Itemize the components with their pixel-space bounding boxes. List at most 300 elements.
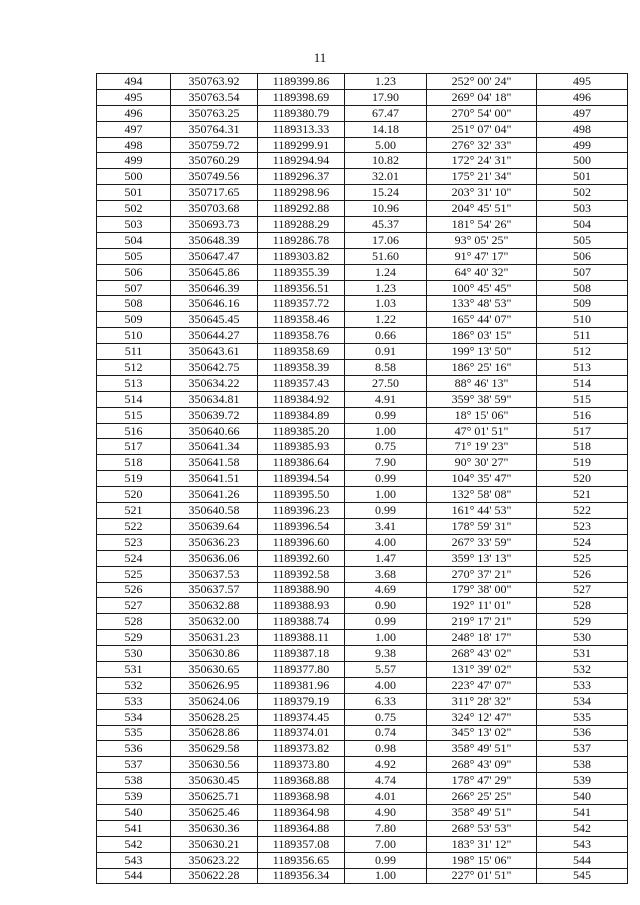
bearing-cell: 172° 24' 31" — [427, 153, 537, 169]
distance-cell: 1.00 — [345, 423, 427, 439]
distance-cell: 7.80 — [345, 820, 427, 836]
point-number-cell: 509 — [97, 312, 171, 328]
distance-cell: 4.74 — [345, 773, 427, 789]
point-number-cell: 494 — [97, 74, 171, 90]
point-number-cell: 522 — [97, 518, 171, 534]
next-point-cell: 522 — [537, 503, 628, 519]
table-row — [97, 248, 628, 264]
distance-cell: 4.69 — [345, 582, 427, 598]
point-number-cell: 529 — [97, 630, 171, 646]
point-number-cell: 508 — [97, 296, 171, 312]
distance-cell: 10.82 — [345, 153, 427, 169]
distance-cell: 7.90 — [345, 455, 427, 471]
table-row — [97, 375, 628, 391]
table-row — [97, 153, 628, 169]
table-row — [97, 804, 628, 820]
next-point-cell: 511 — [537, 328, 628, 344]
y-coordinate-cell: 1189384.92 — [258, 391, 345, 407]
bearing-cell: 100° 45' 45" — [427, 280, 537, 296]
bearing-cell: 252° 00' 24" — [427, 74, 537, 90]
y-coordinate-cell: 1189364.98 — [258, 804, 345, 820]
table-row — [97, 471, 628, 487]
distance-cell: 10.96 — [345, 201, 427, 217]
table-row — [97, 423, 628, 439]
bearing-cell: 183° 31' 12" — [427, 836, 537, 852]
next-point-cell: 509 — [537, 296, 628, 312]
table-row — [97, 344, 628, 360]
next-point-cell: 514 — [537, 375, 628, 391]
x-coordinate-cell: 350759.72 — [171, 137, 258, 153]
next-point-cell: 533 — [537, 677, 628, 693]
table-row — [97, 74, 628, 90]
x-coordinate-cell: 350648.39 — [171, 232, 258, 248]
x-coordinate-cell: 350763.54 — [171, 89, 258, 105]
bearing-cell: 90° 30' 27" — [427, 455, 537, 471]
table-row — [97, 661, 628, 677]
distance-cell: 1.47 — [345, 550, 427, 566]
y-coordinate-cell: 1189386.64 — [258, 455, 345, 471]
y-coordinate-cell: 1189364.88 — [258, 820, 345, 836]
y-coordinate-cell: 1189395.50 — [258, 487, 345, 503]
y-coordinate-cell: 1189357.43 — [258, 375, 345, 391]
table-row — [97, 264, 628, 280]
distance-cell: 0.99 — [345, 471, 427, 487]
bearing-cell: 131° 39' 02" — [427, 661, 537, 677]
table-row — [97, 566, 628, 582]
y-coordinate-cell: 1189398.69 — [258, 89, 345, 105]
y-coordinate-cell: 1189313.33 — [258, 121, 345, 137]
y-coordinate-cell: 1189373.82 — [258, 741, 345, 757]
y-coordinate-cell: 1189299.91 — [258, 137, 345, 153]
distance-cell: 9.38 — [345, 646, 427, 662]
x-coordinate-cell: 350636.06 — [171, 550, 258, 566]
table-row — [97, 360, 628, 376]
next-point-cell: 502 — [537, 185, 628, 201]
y-coordinate-cell: 1189377.80 — [258, 661, 345, 677]
next-point-cell: 530 — [537, 630, 628, 646]
x-coordinate-cell: 350637.57 — [171, 582, 258, 598]
table-row — [97, 789, 628, 805]
table-row — [97, 518, 628, 534]
distance-cell: 4.00 — [345, 677, 427, 693]
x-coordinate-cell: 350622.28 — [171, 868, 258, 884]
bearing-cell: 198° 15' 06" — [427, 852, 537, 868]
y-coordinate-cell: 1189355.39 — [258, 264, 345, 280]
next-point-cell: 515 — [537, 391, 628, 407]
table-row — [97, 773, 628, 789]
y-coordinate-cell: 1189296.37 — [258, 169, 345, 185]
table-row — [97, 89, 628, 105]
point-number-cell: 533 — [97, 693, 171, 709]
point-number-cell: 536 — [97, 741, 171, 757]
distance-cell: 0.75 — [345, 709, 427, 725]
x-coordinate-cell: 350645.45 — [171, 312, 258, 328]
bearing-cell: 178° 47' 29" — [427, 773, 537, 789]
y-coordinate-cell: 1189356.51 — [258, 280, 345, 296]
y-coordinate-cell: 1189294.94 — [258, 153, 345, 169]
y-coordinate-cell: 1189368.88 — [258, 773, 345, 789]
distance-cell: 0.74 — [345, 725, 427, 741]
y-coordinate-cell: 1189384.89 — [258, 407, 345, 423]
next-point-cell: 516 — [537, 407, 628, 423]
next-point-cell: 535 — [537, 709, 628, 725]
next-point-cell: 529 — [537, 614, 628, 630]
point-number-cell: 503 — [97, 217, 171, 233]
point-number-cell: 542 — [97, 836, 171, 852]
y-coordinate-cell: 1189358.69 — [258, 344, 345, 360]
point-number-cell: 515 — [97, 407, 171, 423]
distance-cell: 0.91 — [345, 344, 427, 360]
x-coordinate-cell: 350764.31 — [171, 121, 258, 137]
next-point-cell: 504 — [537, 217, 628, 233]
y-coordinate-cell: 1189303.82 — [258, 248, 345, 264]
distance-cell: 1.00 — [345, 868, 427, 884]
distance-cell: 0.66 — [345, 328, 427, 344]
distance-cell: 15.24 — [345, 185, 427, 201]
point-number-cell: 526 — [97, 582, 171, 598]
distance-cell: 14.18 — [345, 121, 427, 137]
table-row — [97, 296, 628, 312]
next-point-cell: 519 — [537, 455, 628, 471]
bearing-cell: 88° 46' 13" — [427, 375, 537, 391]
x-coordinate-cell: 350637.53 — [171, 566, 258, 582]
distance-cell: 0.98 — [345, 741, 427, 757]
bearing-cell: 93° 05' 25" — [427, 232, 537, 248]
y-coordinate-cell: 1189356.65 — [258, 852, 345, 868]
x-coordinate-cell: 350749.56 — [171, 169, 258, 185]
point-number-cell: 500 — [97, 169, 171, 185]
x-coordinate-cell: 350630.21 — [171, 836, 258, 852]
next-point-cell: 543 — [537, 836, 628, 852]
bearing-cell: 47° 01' 51" — [427, 423, 537, 439]
point-number-cell: 534 — [97, 709, 171, 725]
table-row — [97, 185, 628, 201]
point-number-cell: 511 — [97, 344, 171, 360]
next-point-cell: 521 — [537, 487, 628, 503]
x-coordinate-cell: 350639.72 — [171, 407, 258, 423]
x-coordinate-cell: 350634.22 — [171, 375, 258, 391]
bearing-cell: 91° 47' 17" — [427, 248, 537, 264]
next-point-cell: 495 — [537, 74, 628, 90]
bearing-cell: 248° 18' 17" — [427, 630, 537, 646]
bearing-cell: 178° 59' 31" — [427, 518, 537, 534]
bearing-cell: 358° 49' 51" — [427, 804, 537, 820]
x-coordinate-cell: 350643.61 — [171, 344, 258, 360]
distance-cell: 45.37 — [345, 217, 427, 233]
y-coordinate-cell: 1189396.54 — [258, 518, 345, 534]
bearing-cell: 270° 37' 21" — [427, 566, 537, 582]
bearing-cell: 268° 53' 53" — [427, 820, 537, 836]
point-number-cell: 497 — [97, 121, 171, 137]
distance-cell: 8.58 — [345, 360, 427, 376]
table-row — [97, 868, 628, 884]
bearing-cell: 199° 13' 50" — [427, 344, 537, 360]
coordinate-table — [96, 73, 628, 884]
bearing-cell: 268° 43' 02" — [427, 646, 537, 662]
point-number-cell: 517 — [97, 439, 171, 455]
x-coordinate-cell: 350639.64 — [171, 518, 258, 534]
bearing-cell: 227° 01' 51" — [427, 868, 537, 884]
bearing-cell: 267° 33' 59" — [427, 534, 537, 550]
y-coordinate-cell: 1189368.98 — [258, 789, 345, 805]
next-point-cell: 540 — [537, 789, 628, 805]
y-coordinate-cell: 1189358.39 — [258, 360, 345, 376]
table-row — [97, 677, 628, 693]
x-coordinate-cell: 350630.86 — [171, 646, 258, 662]
x-coordinate-cell: 350629.58 — [171, 741, 258, 757]
point-number-cell: 537 — [97, 757, 171, 773]
distance-cell: 4.01 — [345, 789, 427, 805]
point-number-cell: 539 — [97, 789, 171, 805]
y-coordinate-cell: 1189388.11 — [258, 630, 345, 646]
next-point-cell: 508 — [537, 280, 628, 296]
distance-cell: 3.68 — [345, 566, 427, 582]
next-point-cell: 538 — [537, 757, 628, 773]
distance-cell: 17.06 — [345, 232, 427, 248]
y-coordinate-cell: 1189379.19 — [258, 693, 345, 709]
bearing-cell: 165° 44' 07" — [427, 312, 537, 328]
table-row — [97, 455, 628, 471]
next-point-cell: 526 — [537, 566, 628, 582]
y-coordinate-cell: 1189396.60 — [258, 534, 345, 550]
y-coordinate-cell: 1189358.46 — [258, 312, 345, 328]
point-number-cell: 524 — [97, 550, 171, 566]
table-row — [97, 503, 628, 519]
next-point-cell: 531 — [537, 646, 628, 662]
point-number-cell: 523 — [97, 534, 171, 550]
x-coordinate-cell: 350624.06 — [171, 693, 258, 709]
point-number-cell: 530 — [97, 646, 171, 662]
table-row — [97, 646, 628, 662]
bearing-cell: 324° 12' 47" — [427, 709, 537, 725]
y-coordinate-cell: 1189374.01 — [258, 725, 345, 741]
y-coordinate-cell: 1189286.78 — [258, 232, 345, 248]
x-coordinate-cell: 350632.88 — [171, 598, 258, 614]
y-coordinate-cell: 1189388.74 — [258, 614, 345, 630]
x-coordinate-cell: 350763.92 — [171, 74, 258, 90]
next-point-cell: 505 — [537, 232, 628, 248]
y-coordinate-cell: 1189381.96 — [258, 677, 345, 693]
y-coordinate-cell: 1189392.58 — [258, 566, 345, 582]
point-number-cell: 506 — [97, 264, 171, 280]
x-coordinate-cell: 350646.39 — [171, 280, 258, 296]
y-coordinate-cell: 1189288.29 — [258, 217, 345, 233]
table-row — [97, 439, 628, 455]
y-coordinate-cell: 1189394.54 — [258, 471, 345, 487]
bearing-cell: 186° 25' 16" — [427, 360, 537, 376]
y-coordinate-cell: 1189388.90 — [258, 582, 345, 598]
bearing-cell: 203° 31' 10" — [427, 185, 537, 201]
y-coordinate-cell: 1189392.60 — [258, 550, 345, 566]
x-coordinate-cell: 350634.81 — [171, 391, 258, 407]
y-coordinate-cell: 1189380.79 — [258, 105, 345, 121]
table-row — [97, 836, 628, 852]
table-row — [97, 534, 628, 550]
bearing-cell: 359° 38' 59" — [427, 391, 537, 407]
table-row — [97, 121, 628, 137]
x-coordinate-cell: 350630.56 — [171, 757, 258, 773]
table-row — [97, 201, 628, 217]
distance-cell: 1.00 — [345, 487, 427, 503]
distance-cell: 0.99 — [345, 614, 427, 630]
y-coordinate-cell: 1189356.34 — [258, 868, 345, 884]
y-coordinate-cell: 1189385.93 — [258, 439, 345, 455]
next-point-cell: 525 — [537, 550, 628, 566]
x-coordinate-cell: 350763.25 — [171, 105, 258, 121]
point-number-cell: 513 — [97, 375, 171, 391]
table-row — [97, 232, 628, 248]
table-row — [97, 105, 628, 121]
next-point-cell: 510 — [537, 312, 628, 328]
y-coordinate-cell: 1189357.72 — [258, 296, 345, 312]
table-row — [97, 312, 628, 328]
distance-cell: 32.01 — [345, 169, 427, 185]
x-coordinate-cell: 350632.00 — [171, 614, 258, 630]
bearing-cell: 186° 03' 15" — [427, 328, 537, 344]
table-row — [97, 852, 628, 868]
distance-cell: 4.00 — [345, 534, 427, 550]
distance-cell: 0.90 — [345, 598, 427, 614]
point-number-cell: 540 — [97, 804, 171, 820]
table-row — [97, 137, 628, 153]
table-row — [97, 550, 628, 566]
table-row — [97, 725, 628, 741]
point-number-cell: 501 — [97, 185, 171, 201]
next-point-cell: 496 — [537, 89, 628, 105]
point-number-cell: 495 — [97, 89, 171, 105]
distance-cell: 1.00 — [345, 630, 427, 646]
x-coordinate-cell: 350626.95 — [171, 677, 258, 693]
x-coordinate-cell: 350760.29 — [171, 153, 258, 169]
next-point-cell: 541 — [537, 804, 628, 820]
table-row — [97, 693, 628, 709]
point-number-cell: 525 — [97, 566, 171, 582]
table-row — [97, 407, 628, 423]
x-coordinate-cell: 350625.46 — [171, 804, 258, 820]
x-coordinate-cell: 350628.86 — [171, 725, 258, 741]
bearing-cell: 358° 49' 51" — [427, 741, 537, 757]
bearing-cell: 269° 04' 18" — [427, 89, 537, 105]
next-point-cell: 497 — [537, 105, 628, 121]
x-coordinate-cell: 350630.65 — [171, 661, 258, 677]
next-point-cell: 503 — [537, 201, 628, 217]
distance-cell: 6.33 — [345, 693, 427, 709]
point-number-cell: 504 — [97, 232, 171, 248]
x-coordinate-cell: 350641.34 — [171, 439, 258, 455]
x-coordinate-cell: 350641.58 — [171, 455, 258, 471]
next-point-cell: 534 — [537, 693, 628, 709]
next-point-cell: 498 — [537, 121, 628, 137]
bearing-cell: 268° 43' 09" — [427, 757, 537, 773]
table-row — [97, 820, 628, 836]
coordinate-table-body — [97, 74, 628, 884]
x-coordinate-cell: 350645.86 — [171, 264, 258, 280]
x-coordinate-cell: 350642.75 — [171, 360, 258, 376]
next-point-cell: 544 — [537, 852, 628, 868]
point-number-cell: 499 — [97, 153, 171, 169]
x-coordinate-cell: 350640.66 — [171, 423, 258, 439]
next-point-cell: 537 — [537, 741, 628, 757]
y-coordinate-cell: 1189373.80 — [258, 757, 345, 773]
next-point-cell: 506 — [537, 248, 628, 264]
next-point-cell: 500 — [537, 153, 628, 169]
y-coordinate-cell: 1189357.08 — [258, 836, 345, 852]
x-coordinate-cell: 350641.51 — [171, 471, 258, 487]
bearing-cell: 132° 58' 08" — [427, 487, 537, 503]
bearing-cell: 204° 45' 51" — [427, 201, 537, 217]
point-number-cell: 543 — [97, 852, 171, 868]
point-number-cell: 507 — [97, 280, 171, 296]
next-point-cell: 523 — [537, 518, 628, 534]
y-coordinate-cell: 1189385.20 — [258, 423, 345, 439]
table-row — [97, 280, 628, 296]
point-number-cell: 527 — [97, 598, 171, 614]
distance-cell: 1.03 — [345, 296, 427, 312]
table-row — [97, 217, 628, 233]
point-number-cell: 541 — [97, 820, 171, 836]
bearing-cell: 175° 21' 34" — [427, 169, 537, 185]
point-number-cell: 514 — [97, 391, 171, 407]
x-coordinate-cell: 350717.65 — [171, 185, 258, 201]
point-number-cell: 505 — [97, 248, 171, 264]
point-number-cell: 532 — [97, 677, 171, 693]
distance-cell: 4.92 — [345, 757, 427, 773]
distance-cell: 0.75 — [345, 439, 427, 455]
next-point-cell: 545 — [537, 868, 628, 884]
bearing-cell: 359° 13' 13" — [427, 550, 537, 566]
next-point-cell: 542 — [537, 820, 628, 836]
y-coordinate-cell: 1189387.18 — [258, 646, 345, 662]
x-coordinate-cell: 350625.71 — [171, 789, 258, 805]
y-coordinate-cell: 1189374.45 — [258, 709, 345, 725]
page-number: 11 — [313, 50, 327, 65]
table-row — [97, 709, 628, 725]
next-point-cell: 520 — [537, 471, 628, 487]
bearing-cell: 270° 54' 00" — [427, 105, 537, 121]
point-number-cell: 528 — [97, 614, 171, 630]
bearing-cell: 133° 48' 53" — [427, 296, 537, 312]
distance-cell: 4.91 — [345, 391, 427, 407]
point-number-cell: 512 — [97, 360, 171, 376]
distance-cell: 7.00 — [345, 836, 427, 852]
table-row — [97, 391, 628, 407]
x-coordinate-cell: 350640.58 — [171, 503, 258, 519]
y-coordinate-cell: 1189358.76 — [258, 328, 345, 344]
bearing-cell: 192° 11' 01" — [427, 598, 537, 614]
distance-cell: 1.23 — [345, 280, 427, 296]
y-coordinate-cell: 1189298.96 — [258, 185, 345, 201]
point-number-cell: 502 — [97, 201, 171, 217]
x-coordinate-cell: 350636.23 — [171, 534, 258, 550]
bearing-cell: 179° 38' 00" — [427, 582, 537, 598]
next-point-cell: 517 — [537, 423, 628, 439]
point-number-cell: 516 — [97, 423, 171, 439]
bearing-cell: 251° 07' 04" — [427, 121, 537, 137]
x-coordinate-cell: 350623.22 — [171, 852, 258, 868]
next-point-cell: 532 — [537, 661, 628, 677]
table-row — [97, 598, 628, 614]
bearing-cell: 71° 19' 23" — [427, 439, 537, 455]
bearing-cell: 345° 13' 02" — [427, 725, 537, 741]
point-number-cell: 544 — [97, 868, 171, 884]
point-number-cell: 535 — [97, 725, 171, 741]
bearing-cell: 161° 44' 53" — [427, 503, 537, 519]
distance-cell: 5.00 — [345, 137, 427, 153]
next-point-cell: 513 — [537, 360, 628, 376]
next-point-cell: 528 — [537, 598, 628, 614]
table-row — [97, 614, 628, 630]
x-coordinate-cell: 350703.68 — [171, 201, 258, 217]
